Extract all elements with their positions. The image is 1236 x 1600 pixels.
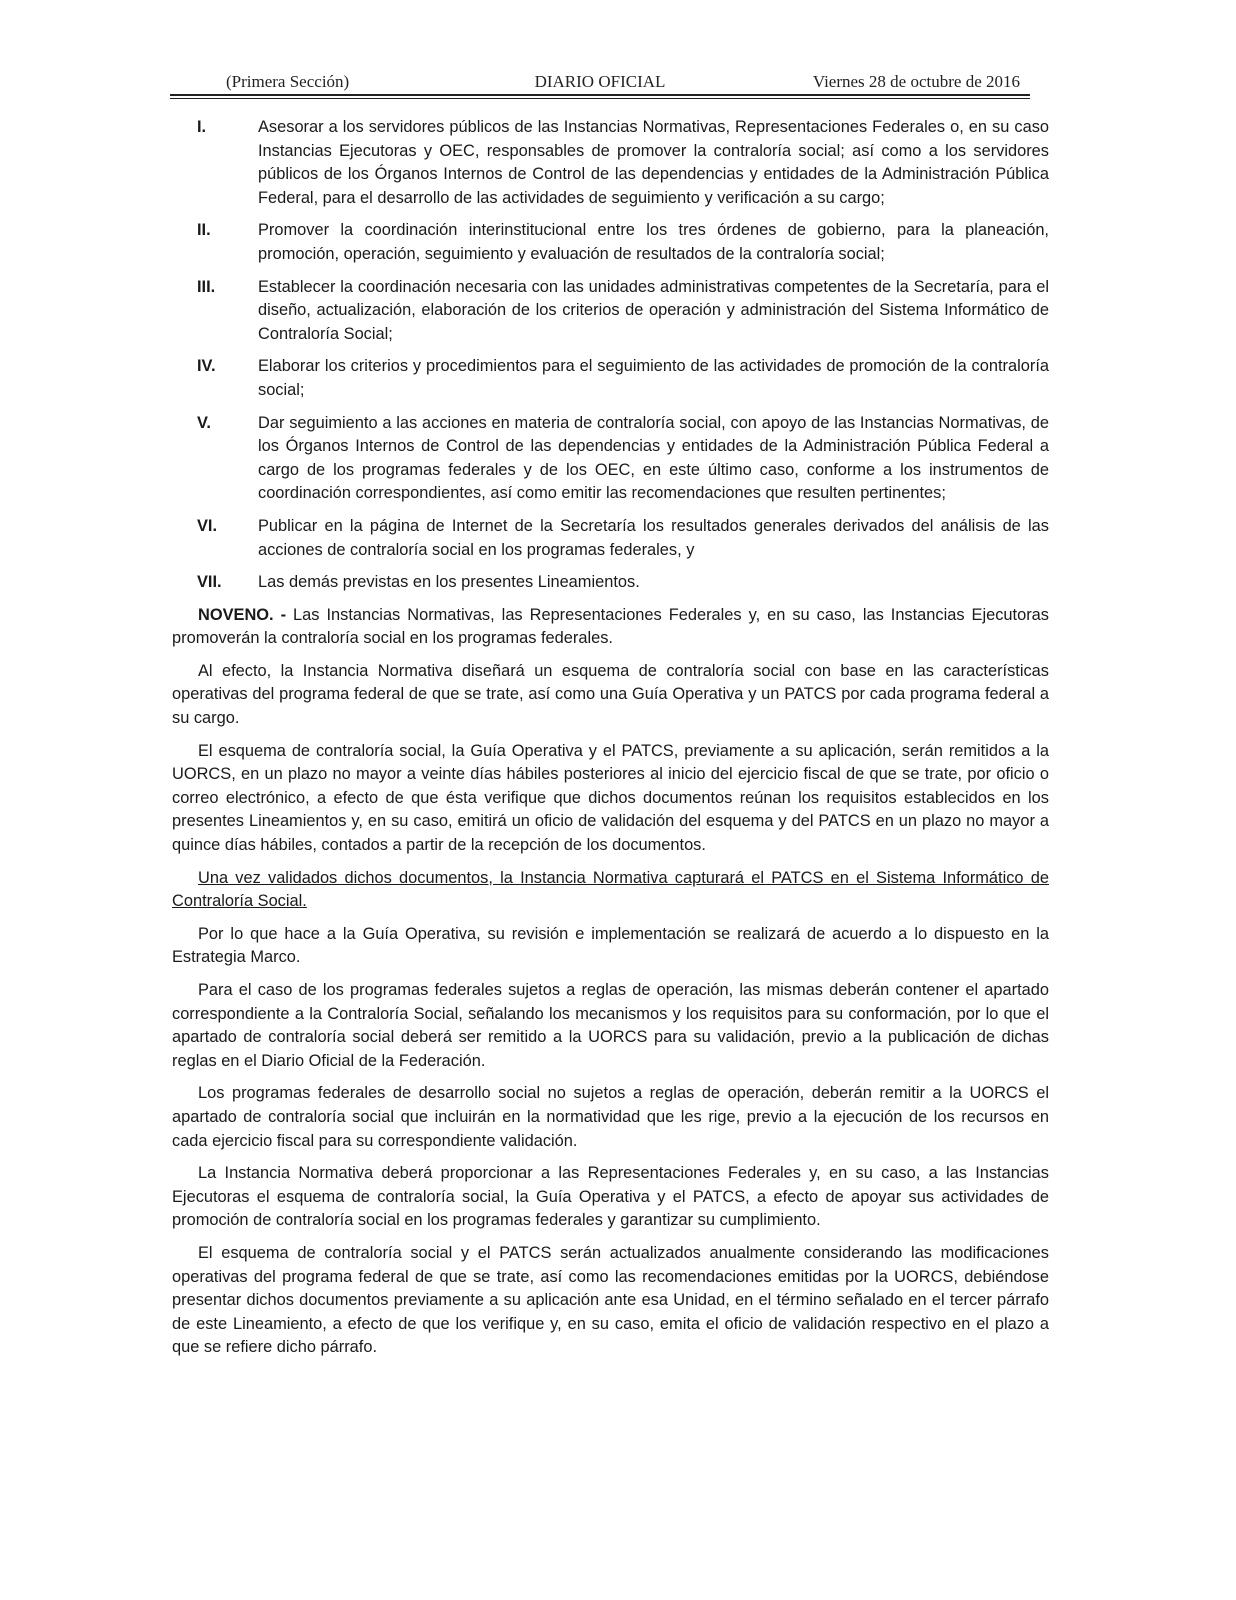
noveno-text: Las Instancias Normativas, las Representaciones Federales y, en su caso, las Instancias Ejecutoras promoverán la contraloría social en los programas federales. xyxy=(172,605,1049,648)
item-number: VII. xyxy=(197,573,222,592)
item-number: II. xyxy=(197,221,211,240)
header-date: Viernes 28 de octubre de 2016 xyxy=(812,72,1020,91)
header-section: (Primera Sección) xyxy=(226,72,350,91)
list-item xyxy=(172,116,1049,210)
header-rule-thin xyxy=(170,98,1030,99)
list-item xyxy=(172,571,1049,595)
page-header xyxy=(170,70,1030,94)
item-text: Dar seguimiento a las acciones en materia de contraloría social, con apoyo de las Instancias Normativas, de los Órganos Internos de Control de las dependencias y entidades de la Administración Pública Federal a cargo de los programas federales y de los OEC, en este último caso, conforme a los instrumentos de coordinación correspondientes, así como emitir las recomendaciones que resulten pertinentes; xyxy=(258,413,1049,503)
noveno-paragraph xyxy=(172,604,1049,651)
item-number: IV. xyxy=(197,357,216,376)
item-text: Establecer la coordinación necesaria con las unidades administrativas competentes de la Secretaría, para el diseño, actualización, elaboración de los criterios de operación y administración del Sistema Informático de Contraloría Social; xyxy=(258,277,1049,343)
header-title: DIARIO OFICIAL xyxy=(534,72,666,91)
header-rule-thick xyxy=(170,94,1030,96)
document-body xyxy=(172,116,1049,1369)
item-number: V. xyxy=(197,413,211,432)
paragraph: El esquema de contraloría social, la Guía Operativa y el PATCS, previamente a su aplicación, serán remitidos a la UORCS, en un plazo no mayor a veinte días hábiles posteriores al inicio del ejercicio fiscal de que se trate, por oficio o correo electrónico, a efecto de que ésta verifique que dichos documentos reúnan los requisitos establecidos en los presentes Lineamientos y, en su caso, emitirá un oficio de validación del esquema y del PATCS en un plazo no mayor a quince días hábiles, contados a partir de la recepción de los documentos. xyxy=(172,741,1049,855)
noveno-label: NOVENO. - xyxy=(198,605,287,624)
paragraph: Para el caso de los programas federales sujetos a reglas de operación, las mismas deberán contener el apartado correspondiente a la Contraloría Social, señalando los mecanismos y los requisitos para su conformación, por lo que el apartado de contraloría social deberá ser remitido a la UORCS para su validación, previo a la publicación de dichas reglas en el Diario Oficial de la Federación. xyxy=(172,981,1049,1070)
item-text: Elaborar los criterios y procedimientos para el seguimiento de las actividades de promoción de la contraloría social; xyxy=(258,357,1049,399)
item-text: Asesorar a los servidores públicos de las Instancias Normativas, Representaciones Federales o, en su caso Instancias Ejecutoras y OEC, responsables de promover la contraloría social; así como a los servidores públicos de los Órganos Internos de Control de las dependencias y entidades de la Administración Pública Federal, para el desarrollo de las actividades de seguimiento y verificación a su cargo; xyxy=(258,118,1049,207)
list-item xyxy=(172,355,1049,402)
underlined-paragraph: Una vez validados dichos documentos, la Instancia Normativa capturará el PATCS en el Sistema Informático de Contraloría Social. xyxy=(172,868,1049,911)
item-text: Las demás previstas en los presentes Lineamientos. xyxy=(258,573,640,592)
paragraph: Al efecto, la Instancia Normativa diseñará un esquema de contraloría social con base en las características operativas del programa federal de que se trate, así como una Guía Operativa y un PATCS por cada programa federal a su cargo. xyxy=(172,661,1049,728)
item-number: III. xyxy=(197,277,216,296)
list-item xyxy=(172,515,1049,562)
item-text: Promover la coordinación interinstitucional entre los tres órdenes de gobierno, para la planeación, promoción, operación, seguimiento y evaluación de resultados de la contraloría social; xyxy=(258,221,1049,263)
list-item xyxy=(172,412,1049,506)
paragraph: Los programas federales de desarrollo social no sujetos a reglas de operación, deberán remitir a la UORCS el apartado de contraloría social que incluirán en la normatividad que les rige, previo a la ejecución de los recursos en cada ejercicio fiscal para su correspondiente validación. xyxy=(172,1084,1049,1150)
paragraph: La Instancia Normativa deberá proporcionar a las Representaciones Federales y, en su caso, a las Instancias Ejecutoras el esquema de contraloría social, la Guía Operativa y el PATCS, a efecto de apoyar sus actividades de promoción de contraloría social en los programas federales y garantizar su cumplimiento. xyxy=(172,1164,1049,1230)
list-item xyxy=(172,219,1049,266)
item-number: VI. xyxy=(197,516,218,535)
paragraph: Por lo que hace a la Guía Operativa, su revisión e implementación se realizará de acuerdo a lo dispuesto en la Estrategia Marco. xyxy=(172,924,1049,967)
list-item xyxy=(172,276,1049,347)
paragraph: El esquema de contraloría social y el PATCS serán actualizados anualmente considerando las modificaciones operativas del programa federal de que se trate, así como las recomendaciones emitidas por la UORCS, debiéndose presentar dichos documentos previamente a su aplicación ante esa Unidad, en el término señalado en el tercer párrafo de este Lineamiento, a efecto de que los verifique y, en su caso, emita el oficio de validación respectivo en el plazo a que se refiere dicho párrafo. xyxy=(172,1243,1049,1357)
item-number: I. xyxy=(197,118,207,136)
item-text: Publicar en la página de Internet de la Secretaría los resultados generales derivados del análisis de las acciones de contraloría social en los programas federales, y xyxy=(258,516,1049,559)
